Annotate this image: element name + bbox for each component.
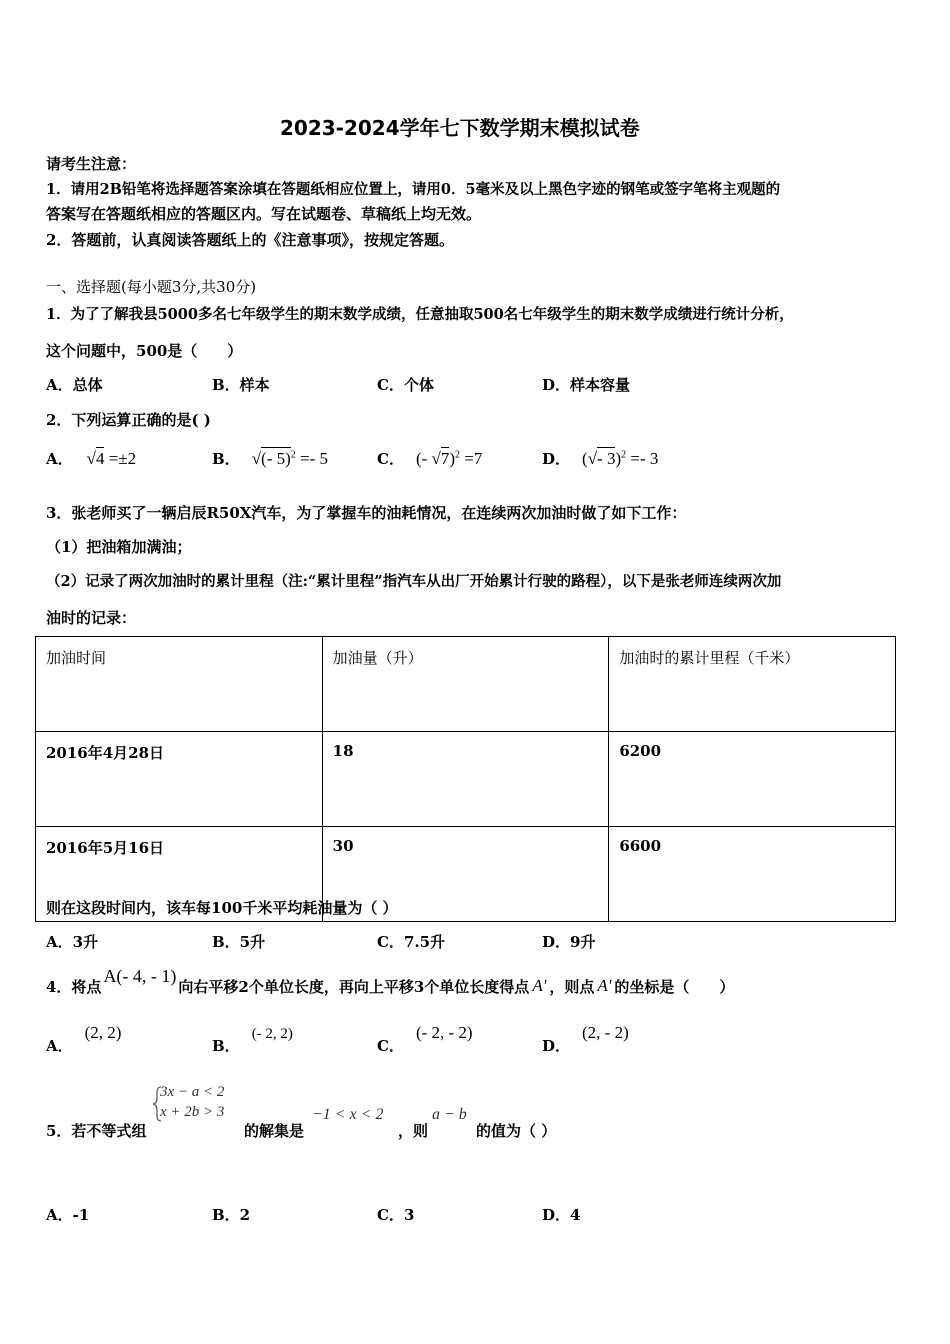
q2-c-label: C． (377, 450, 404, 468)
table-header-cell: 加油时的累计里程（千米） (609, 637, 896, 732)
q2-b-radicand: (- 5) (261, 449, 291, 468)
q2-c-radicand: 7 (440, 449, 450, 468)
q5-option-c[interactable]: C．3 (377, 1206, 415, 1224)
q2-a-result: =±2 (104, 449, 137, 468)
q2-option-b[interactable] (212, 448, 328, 469)
page-title: 2023-2024学年七下数学期末模拟试卷 (280, 116, 640, 140)
q1-option-d[interactable]: D．样本容量 (542, 376, 631, 394)
q4-a-label: A． (46, 1037, 73, 1055)
q2-d-close: ) (615, 449, 622, 468)
q4-point-prime: A' (597, 976, 612, 995)
q2-c-exponent: 2 (455, 449, 461, 461)
q2-d-result: =- 3 (626, 449, 659, 468)
q5-solution-range: −1 < x < 2 (312, 1106, 384, 1123)
q2-c-result: =7 (460, 449, 483, 468)
q5-inequality-1: 3x − a < 2 (160, 1084, 225, 1100)
q4-d-value: (2, - 2) (582, 1023, 629, 1042)
section-heading: 一、选择题(每小题3分,共30分) (46, 278, 257, 296)
notice-line-3: 2．答题前，认真阅读答题纸上的《注意事项》，按规定答题。 (46, 231, 454, 249)
q4-option-d[interactable] (542, 1022, 629, 1055)
q4-a-value: (2, 2) (84, 1023, 122, 1042)
table-cell: 2016年5月16日 (36, 827, 323, 922)
q3-stem-line1: 3．张老师买了一辆启辰R50X汽车，为了掌握车的油耗情况，在连续两次加油时做了如下工作： (46, 504, 687, 522)
q4-option-b[interactable] (212, 1022, 293, 1055)
q3-option-d[interactable]: D．9升 (542, 933, 596, 951)
q4-b-label: B． (212, 1037, 240, 1055)
q1-option-a[interactable]: A．总体 (46, 376, 103, 394)
q2-stem: 2．下列运算正确的是( ) (46, 411, 211, 429)
q2-b-exponent: 2 (290, 449, 296, 461)
q5-stem-mid2: ，则 (398, 1122, 429, 1140)
q5-inequality-2: x + 2b > 3 (160, 1104, 225, 1120)
q1-stem-line1: 1．为了了解我县5000多名七年级学生的期末数学成绩，任意抽取500名七年级学生的期末数学成绩进行统计分析， (46, 306, 794, 323)
q2-b-label: B． (212, 450, 240, 468)
q2-option-d[interactable] (542, 448, 658, 469)
q3-option-c[interactable]: C．7.5升 (377, 933, 446, 951)
sqrt-sign: √ (587, 449, 598, 468)
q4-c-value: (- 2, - 2) (415, 1023, 473, 1042)
sqrt-sign: √ (251, 449, 262, 468)
table-header-cell: 加油时间 (36, 637, 323, 732)
q2-a-radicand: 4 (95, 449, 105, 468)
q4-option-a[interactable] (46, 1022, 122, 1055)
q2-d-open: ( (582, 449, 588, 468)
table-cell: 2016年4月28日 (36, 732, 323, 827)
q5-option-a[interactable]: A．-1 (46, 1206, 90, 1224)
q3-option-a[interactable]: A．3升 (46, 933, 99, 951)
table-header-row (36, 637, 896, 732)
notice-line-2: 答案写在答题纸相应的答题区内。写在试题卷、草稿纸上均无效。 (46, 205, 482, 223)
notice-heading: 请考生注意： (46, 155, 137, 173)
q2-option-c[interactable] (377, 448, 482, 469)
q4-stem-post: 的坐标是（ ） (614, 978, 735, 996)
q2-a-label: A． (46, 450, 73, 468)
q2-d-radicand: - 3 (597, 449, 616, 468)
table-header-cell: 加油量（升） (322, 637, 609, 732)
q4-b-value: (- 2, 2) (251, 1026, 293, 1042)
table-cell: 18 (322, 732, 609, 827)
q5-option-d[interactable]: D．4 (542, 1206, 581, 1224)
q3-question: 则在这段时间内，该车每100千米平均耗油量为（ ） (46, 899, 398, 917)
q3-stem-line2: （1）把油箱加满油； (46, 538, 192, 556)
q1-option-c[interactable]: C．个体 (377, 376, 434, 394)
q2-d-exponent: 2 (621, 449, 627, 461)
q1-stem-line2: 这个问题中，500是（ ） (46, 342, 243, 360)
q1-option-b[interactable]: B．样本 (212, 376, 270, 394)
q5-stem-post: 的值为（ ） (476, 1122, 557, 1140)
q4-stem-pre: 4．将点 (46, 978, 102, 996)
q2-option-a[interactable] (46, 448, 136, 469)
table-cell: 6600 (609, 827, 896, 922)
table-cell: 6200 (609, 732, 896, 827)
q4-point: A(- 4, - 1) (103, 966, 177, 986)
q4-stem-mid: 向右平移2个单位长度，再向上平移3个单位长度得点 (178, 978, 530, 996)
q2-c-open: (- (415, 449, 432, 468)
q4-stem-mid2: ，则点 (549, 978, 595, 996)
q4-c-label: C． (377, 1037, 404, 1055)
q5-expression: a − b (432, 1106, 467, 1123)
q2-c-close: ) (449, 449, 456, 468)
q2-d-label: D． (542, 450, 571, 468)
q5-option-b[interactable]: B．2 (212, 1206, 251, 1224)
table-cell: 30 (322, 827, 609, 922)
q5-stem-mid: 的解集是 (244, 1122, 305, 1140)
q3-stem-line4: 油时的记录： (46, 609, 137, 627)
sqrt-sign: √ (86, 449, 96, 468)
q4-d-label: D． (542, 1037, 571, 1055)
q5-stem-pre: 5．若不等式组 (46, 1122, 147, 1140)
q4-stem (46, 966, 735, 996)
q3-stem-line3: （2）记录了两次加油时的累计里程（注:“累计里程”指汽车从出厂开始累计行驶的路程），以下是张老师连续两次加 (46, 573, 782, 590)
table-row (36, 732, 896, 827)
q4-point-prime: A' (532, 976, 547, 995)
q2-b-result: =- 5 (295, 449, 329, 468)
q3-option-b[interactable]: B．5升 (212, 933, 266, 951)
refuel-record-table (35, 636, 896, 922)
notice-line-1: 1．请用2B铅笔将选择题答案涂填在答题纸相应位置上，请用0．5毫米及以上黑色字迹的钢笔或签字笔将主观题的 (46, 181, 781, 198)
q4-option-c[interactable] (377, 1022, 473, 1055)
sqrt-sign: √ (431, 449, 441, 468)
